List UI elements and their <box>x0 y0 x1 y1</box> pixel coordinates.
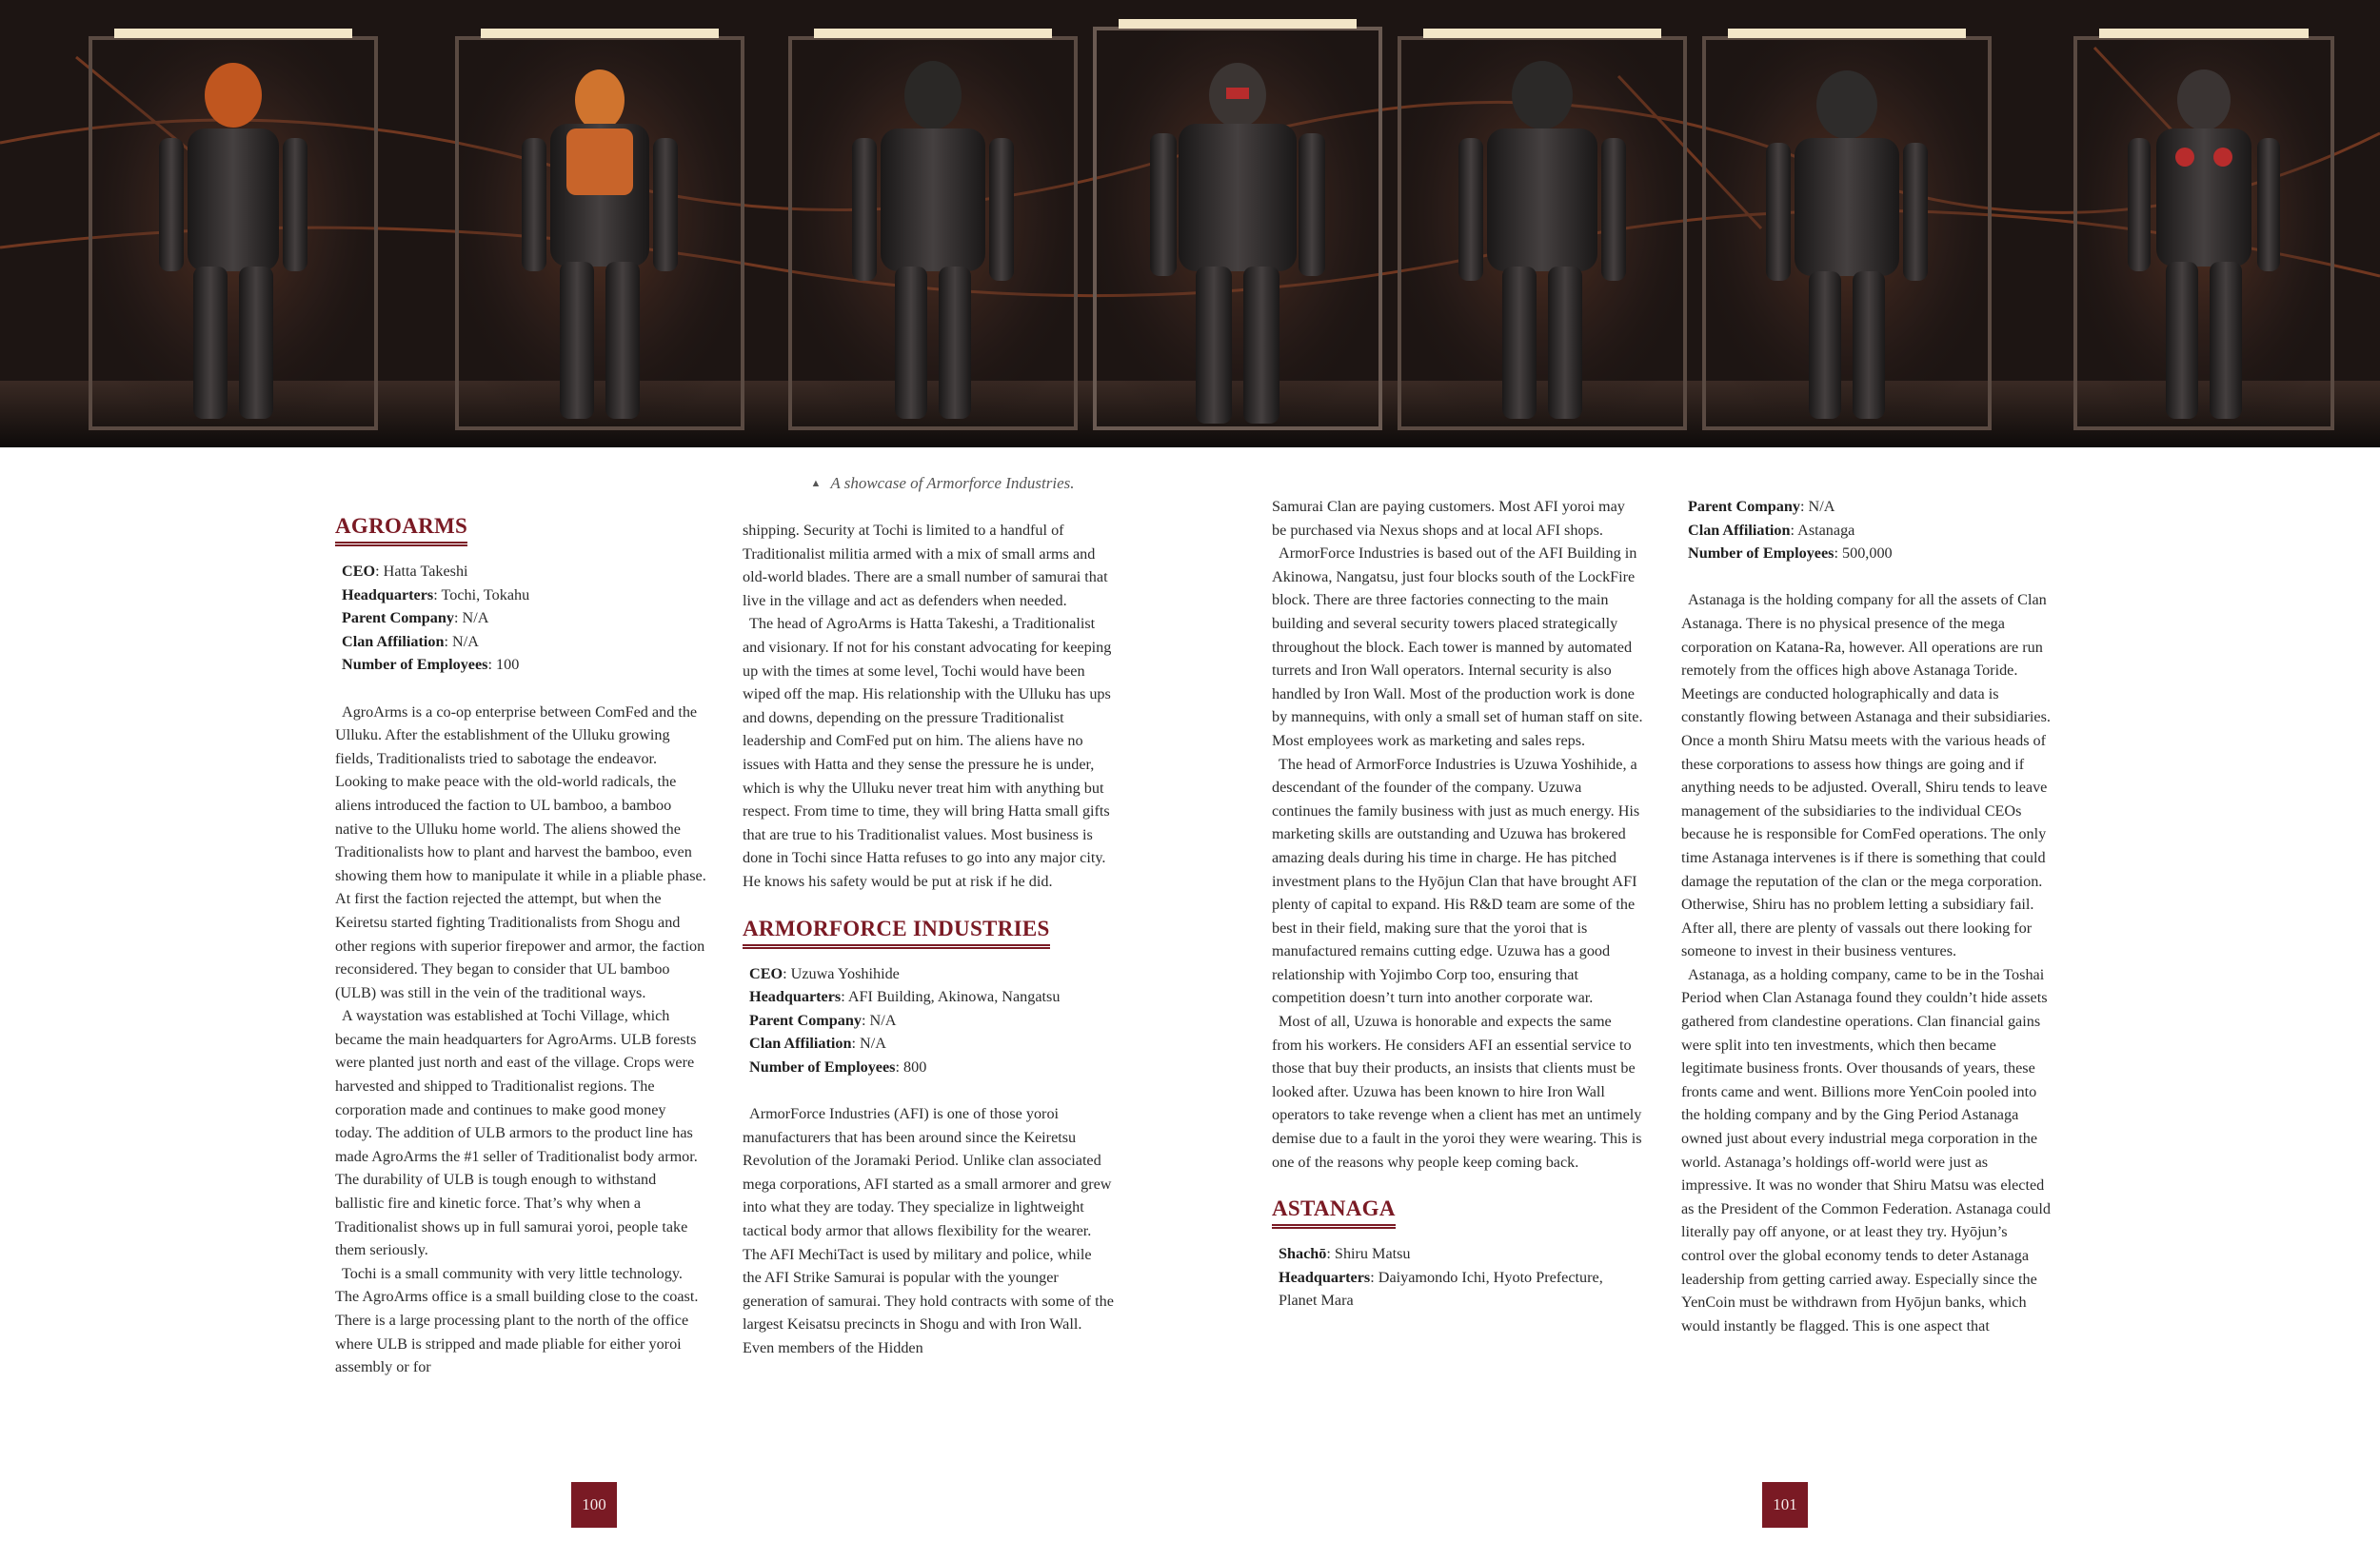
body-paragraph: shipping. Security at Tochi is limited to a handful of Traditionalist militia armed with a mix of small arms and old-world blades. There are a small number of samurai that live in the village and act as defenders when needed. <box>743 522 1108 609</box>
fact-ceo: CEO: Uzuwa Yoshihide <box>749 964 900 982</box>
fact-headquarters: Headquarters: Daiyamondo Ichi, Hyoto Prefecture, Planet Mara <box>1279 1268 1603 1310</box>
armor-showcase-illustration <box>0 0 2380 447</box>
body-paragraph: Samurai Clan are paying customers. Most AFI yoroi may be purchased via Nexus shops and at local AFI shops. <box>1272 498 1625 539</box>
page-number-left: 100 <box>571 1482 617 1528</box>
body-paragraph: Astanaga is the holding company for all the assets of Clan Astanaga. There is no physical presence of the mega corporation on Katana-Ra, however. All operations are run remotely from the offices high above Astanaga Toride. Meetings are conducted holographically and data is constantly flowing between Astanaga and their subsidiaries. Once a month Shiru Matsu meets with the various heads of these corporations to assess how things are going and if anything needs to be adjusted. Overall, Shiru tends to leave management of the subsidiaries to the individual CEOs because he is responsible for ComFed operations. The only time Astanaga intervenes is if there is something that could damage the reputation of the clan or the mega corporation. Otherwise, Shiru has no problem letting a subsidiary fail. After all, there are plenty of vassals out there looking for someone to invest in their business ventures. <box>1681 591 2051 960</box>
body-paragraph: Astanaga, as a holding company, came to be in the Toshai Period when Clan Astanaga found they couldn’t hide assets gathered from clandestine operations. Clan financial gains were split into ten investments, which then became legitimate business fronts. Over thousands of years, these fronts came and went. Billions more YenCoin pooled into the holding company and by the Ging Period Astanaga owned just about every industrial mega corporation in the world. Astanaga’s holdings off-world were just as impressive. It was no wonder that Shiru Matsu was elected as the President of the Common Federation. Astanaga could literally pay off anyone, or at least they try. Hyōjun’s control over the global economy tends to deter Astanaga leadership from getting carried away. Especially since the YenCoin must be withdrawn from Hyōjun banks, which would instantly be flagged. This is one aspect that <box>1681 965 2051 1334</box>
fact-parent-company: Parent Company: N/A <box>342 609 489 627</box>
body-paragraph: AgroArms is a co-op enterprise between ComFed and the Ulluku. After the establishment of the Ulluku growing fields, Traditionalists tried to sabotage the endeavor. Looking to make peace with the old-world radicals, the aliens introduced the faction to UL bamboo, a bamboo native to the Ulluku home world. The aliens showed the Traditionalists how to plant and harvest the bamboo, even showing them how to manipulate it while in a pliable phase. At first the faction rejected the attempt, but when the Keiretsu started fighting Traditionalists from Shogu and other regions with superior firepower and armor, the faction reconsidered. They began to consider that UL bamboo (ULB) was still in the vein of the traditional ways. <box>335 702 706 1001</box>
fact-headquarters: Headquarters: AFI Building, Akinowa, Nangatsu <box>749 988 1061 1006</box>
body-paragraph: The head of AgroArms is Hatta Takeshi, a Traditionalist and visionary. If not for his constant advocating for keeping up with the times at some level, Tochi would have been wiped off the map. His relationship with the Ulluku has ups and downs, depending on the pressure Traditionalist leadership and ComFed put on him. The aliens have no issues with Hatta and they sense the pressure he is under, which is why the Ulluku never treat him with anything but respect. From time to time, they will bring Hatta small gifts that are true to his Traditionalist values. Most business is done in Tochi since Hatta refuses to go into any major city. He knows his safety would be put at risk if he did. <box>743 615 1112 890</box>
section-heading-agroarms: AGROARMS <box>335 514 467 546</box>
fact-shacho: Shachō: Shiru Matsu <box>1279 1245 1411 1263</box>
caption-text: A showcase of Armorforce Industries. <box>830 474 1075 492</box>
company-facts <box>743 962 1114 1079</box>
fact-headquarters: Headquarters: Tochi, Tokahu <box>342 585 530 603</box>
company-facts <box>1272 1242 1643 1313</box>
body-paragraph: Most of all, Uzuwa is honorable and expects the same from his workers. He considers AFI an essential service to those that buy their products, an insists that clients must be looked after. Uzuwa has been known to hire Iron Wall operators to take revenge when a client has met an untimely demise due to a fault in the yoroi they were wearing. This is one of the reasons why people keep coming back. <box>1272 1013 1642 1171</box>
body-paragraph: ArmorForce Industries is based out of the AFI Building in Akinowa, Nangatsu, just four blocks south of the LockFire block. There are three factories connecting to the main building and several security towers placed strategically throughout the block. Each tower is manned by automated turrets and Iron Wall operators. Internal security is also handled by Iron Wall. Most of the production work is done by mannequins, with only a small set of human staff on site. Most employees work as marketing and sales reps. <box>1272 544 1643 749</box>
image-caption <box>724 474 1161 493</box>
company-facts <box>1681 495 2053 565</box>
body-paragraph: A waystation was established at Tochi Village, which became the main headquarters for AgroArms. ULB forests were planted just north and east of the village. Crops were harvested and shipped to Traditionalist regions. The corporation made and continues to make good money today. The addition of ULB armors to the product line has made AgroArms the #1 seller of Traditionalist body armor. The durability of ULB is tough enough to withstand ballistic fire and kinetic force. That’s why when a Traditionalist shows up in full samurai yoroi, people take them seriously. <box>335 1007 698 1259</box>
section-heading-astanaga: ASTANAGA <box>1272 1196 1396 1229</box>
fact-employees: Number of Employees: 100 <box>342 656 520 674</box>
column-2 <box>743 519 1114 1360</box>
fact-parent-company: Parent Company: N/A <box>1688 498 1835 515</box>
caption-pointer-icon: ▲ <box>810 478 822 489</box>
section-heading-armorforce: ARMORFORCE INDUSTRIES <box>743 917 1050 949</box>
fact-employees: Number of Employees: 800 <box>749 1058 927 1076</box>
fact-clan-affiliation: Clan Affiliation: N/A <box>342 632 479 650</box>
fact-employees: Number of Employees: 500,000 <box>1688 544 1893 563</box>
body-paragraph: Tochi is a small community with very little technology. The AgroArms office is a small building close to the coast. There is a large processing plant to the north of the office where ULB is stripped and made pliable for either yoroi assembly or for <box>335 1264 699 1376</box>
showcase-banner-image <box>0 0 2380 447</box>
body-paragraph: The head of ArmorForce Industries is Uzuwa Yoshihide, a descendant of the founder of the company. Uzuwa continues the family business with just as much energy. His marketing skills are outstanding and Uzuwa has brokered amazing deals during his time in charge. He has pitched investment plans to the Hyōjun Clan that have brought AFI plenty of capital to expand. His R&D team are some of the best in their field, making sure that the yoroi that is manufactured remains cutting edge. Uzuwa has a good relationship with Yojimbo Corp too, ensuring that competition doesn’t turn into another corporate war. <box>1272 755 1640 1007</box>
column-1 <box>335 497 706 1379</box>
fact-clan-affiliation: Clan Affiliation: Astanaga <box>1688 521 1855 539</box>
fact-parent-company: Parent Company: N/A <box>749 1011 897 1029</box>
fact-ceo: CEO: Hatta Takeshi <box>342 563 468 580</box>
column-4 <box>1681 495 2053 1337</box>
page-number-right: 101 <box>1762 1482 1808 1528</box>
column-3 <box>1272 495 1643 1313</box>
company-facts <box>335 560 706 677</box>
fact-clan-affiliation: Clan Affiliation: N/A <box>749 1035 886 1053</box>
body-paragraph: ArmorForce Industries (AFI) is one of those yoroi manufacturers that has been around since the Keiretsu Revolution of the Joramaki Period. Unlike clan associated mega corporations, AFI started as a small armorer and grew into what they are today. They specialize in lightweight tactical body armor that allows flexibility for the wearer. The AFI MechiTact is used by military and police, while the AFI Strike Samurai is popular with the younger generation of samurai. They hold contracts with some of the largest Keisatsu precincts in Shogu and with Iron Wall. Even members of the Hidden <box>743 1105 1114 1356</box>
